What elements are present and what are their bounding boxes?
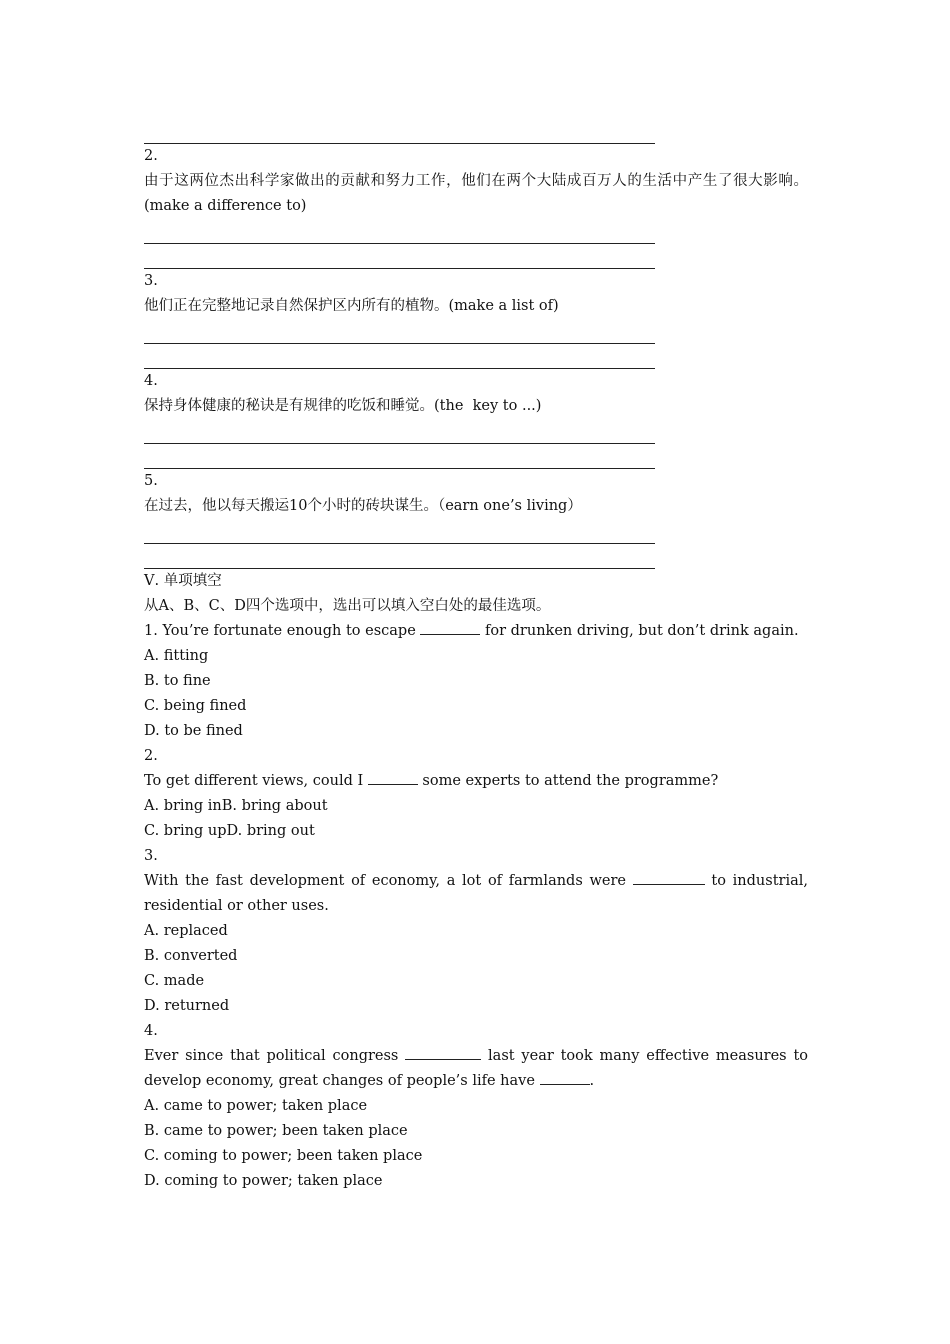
question-stem bbox=[144, 619, 808, 644]
section-heading: Ⅴ. 单项填空 bbox=[144, 573, 222, 589]
fill-blank bbox=[405, 1045, 481, 1060]
stem-text: some experts to attend the programme? bbox=[417, 773, 719, 789]
translation-prompt: 由于这两位杰出科学家做出的贡献和努力工作，他们在两个大陆成百万人的生活中产生了很大影响。(make a difference to) bbox=[144, 173, 808, 214]
options-row: C. bring upD. bring out bbox=[144, 823, 315, 839]
answer-line bbox=[144, 419, 655, 444]
translation-prompt: 在过去，他以每天搬运10个小时的砖块谋生。（earn one’s living） bbox=[144, 498, 582, 514]
option-d: D. to be fined bbox=[144, 723, 243, 739]
answer-line bbox=[144, 444, 655, 469]
item-number: 5. bbox=[144, 473, 158, 489]
fill-blank bbox=[540, 1070, 590, 1085]
answer-line bbox=[144, 544, 655, 569]
answer-line bbox=[144, 219, 655, 244]
answer-line bbox=[144, 519, 655, 544]
option-b: B. converted bbox=[144, 948, 238, 964]
stem-text: 1. You’re fortunate enough to escape bbox=[144, 623, 421, 639]
item-number: 4. bbox=[144, 1023, 158, 1039]
stem-text: last year took many effective measures to develop economy, great changes of people’s life have bbox=[144, 1048, 808, 1089]
options-row: A. bring inB. bring about bbox=[144, 798, 328, 814]
question-stem bbox=[144, 769, 808, 794]
stem-text: to industrial, residential or other uses. bbox=[144, 873, 808, 914]
item-number: 4. bbox=[144, 373, 158, 389]
option-d: D. coming to power; taken place bbox=[144, 1173, 383, 1189]
section-instruction: 从A、B、C、D四个选项中，选出可以填入空白处的最佳选项。 bbox=[144, 598, 551, 614]
option-d: D. returned bbox=[144, 998, 230, 1014]
fill-blank bbox=[368, 770, 418, 785]
stem-text: Ever since that political congress bbox=[144, 1048, 406, 1064]
option-a: A. came to power; taken place bbox=[144, 1098, 368, 1114]
stem-text: With the fast development of economy, a lot of farmlands were bbox=[144, 873, 633, 889]
option-b: B. to fine bbox=[144, 673, 211, 689]
fill-blank bbox=[633, 870, 705, 885]
item-number: 3. bbox=[144, 848, 158, 864]
item-number: 2. bbox=[144, 748, 158, 764]
translation-prompt: 保持身体健康的秘诀是有规律的吃饭和睡觉。(the key to ...) bbox=[144, 398, 542, 414]
answer-line bbox=[144, 120, 655, 144]
item-number: 2. bbox=[144, 148, 158, 164]
option-c: C. made bbox=[144, 973, 205, 989]
option-c: C. being fined bbox=[144, 698, 247, 714]
question-stem bbox=[144, 869, 808, 919]
stem-text: for drunken driving, but don’t drink again. bbox=[480, 623, 799, 639]
stem-text: To get different views, could I bbox=[144, 773, 368, 789]
answer-line bbox=[144, 319, 655, 344]
worksheet-content bbox=[144, 120, 808, 1194]
stem-text: . bbox=[589, 1073, 595, 1089]
question-stem bbox=[144, 1044, 808, 1094]
answer-line bbox=[144, 244, 655, 269]
option-b: B. came to power; been taken place bbox=[144, 1123, 408, 1139]
answer-line bbox=[144, 344, 655, 369]
option-a: A. replaced bbox=[144, 923, 228, 939]
option-c: C. coming to power; been taken place bbox=[144, 1148, 423, 1164]
item-number: 3. bbox=[144, 273, 158, 289]
translation-prompt: 他们正在完整地记录自然保护区内所有的植物。(make a list of) bbox=[144, 298, 559, 314]
fill-blank bbox=[420, 620, 480, 635]
option-a: A. fitting bbox=[144, 648, 209, 664]
